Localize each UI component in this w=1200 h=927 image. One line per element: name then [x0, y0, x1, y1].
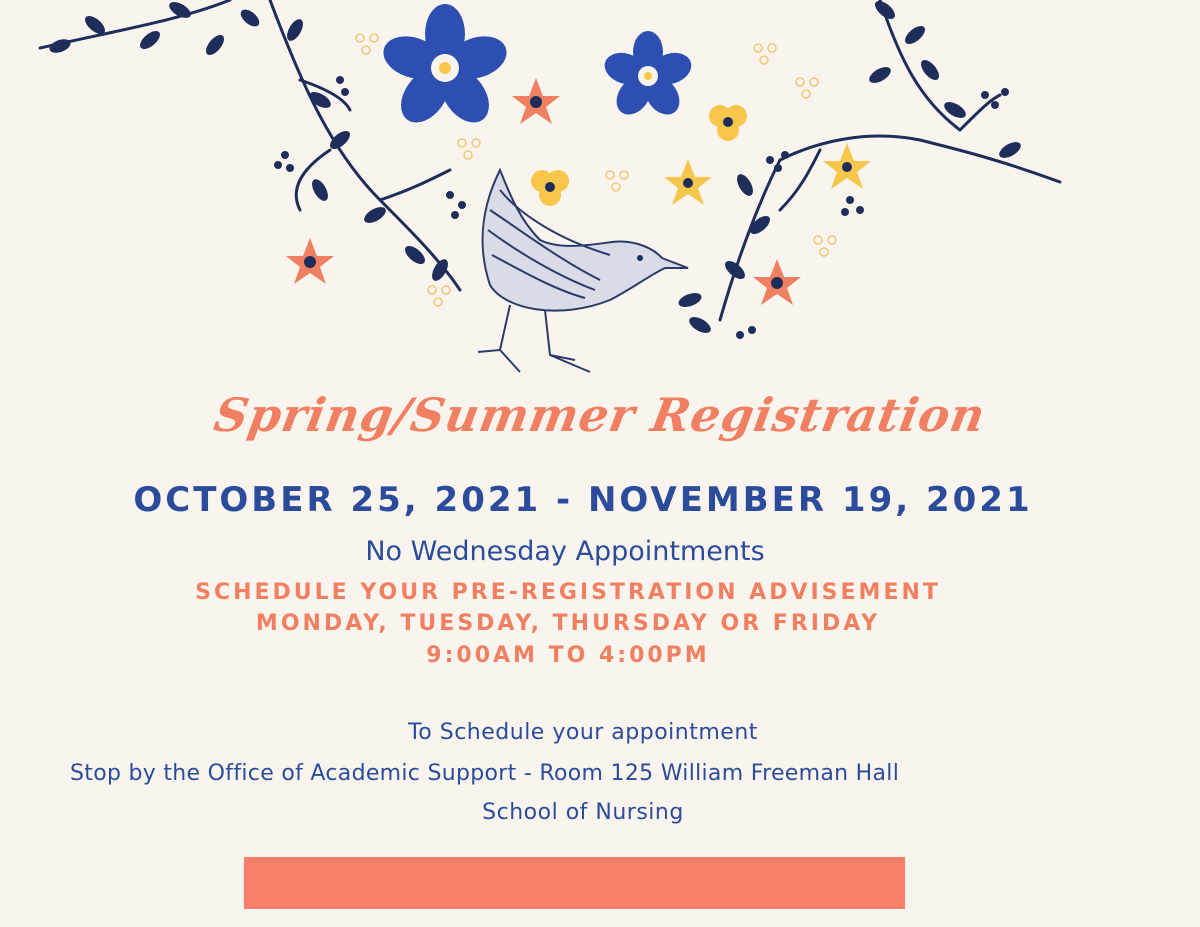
info-line-2: Stop by the Office of Academic Support - Room 125 William Freeman Hall	[70, 761, 900, 786]
no-wednesday-note: No Wednesday Appointments	[365, 536, 765, 567]
coral-footer-bar	[244, 857, 905, 909]
floral-bird-illustration	[0, 0, 1200, 400]
schedule-line-3: 9:00AM TO 4:00PM	[426, 643, 710, 668]
info-line-3: School of Nursing	[482, 800, 684, 825]
yellow-flower-icon	[531, 105, 871, 206]
bird-illustration	[478, 170, 688, 372]
blue-flower-icon	[601, 31, 696, 121]
schedule-line-1: SCHEDULE YOUR PRE-REGISTRATION ADVISEMENT	[195, 580, 941, 605]
page-title: Spring/Summer Registration	[210, 388, 990, 442]
blue-flower-icon	[378, 4, 512, 132]
info-line-1: To Schedule your appointment	[408, 720, 758, 745]
registration-dates: OCTOBER 25, 2021 - NOVEMBER 19, 2021	[133, 480, 1033, 520]
schedule-line-2: MONDAY, TUESDAY, THURSDAY OR FRIDAY	[255, 611, 881, 636]
